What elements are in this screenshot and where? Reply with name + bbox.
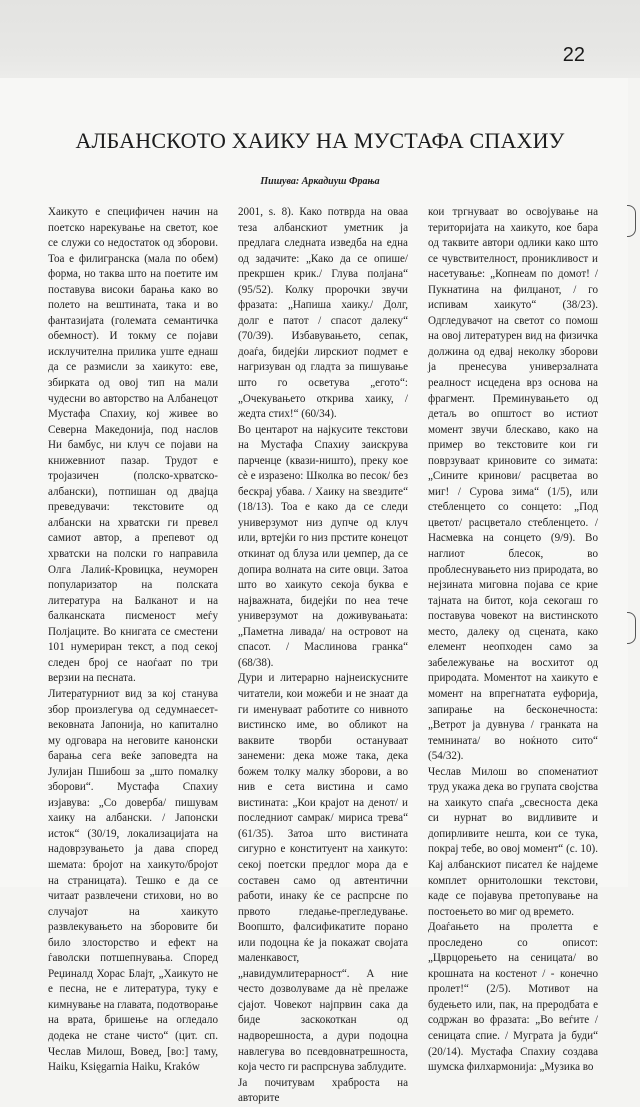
paragraph: кои тргнуваат во освојување на територијата на хаикуто, кое бара од таквите автори одлики како што се чувствителност, проникливост и насетување: „Копнеам по домот! / Пукнатина на филџанот, / го испивам хаикуто“ (38/23). Одгледувачот на светот со помош на овој литературен вид на физичка должина од едвај неколку зборови ја пренесува универзалната реалност исцедена врз основа на фрагмент. Преминувањето од детаљ во општост во истиот момент звучи блескаво, како на пример во текстовите кои ги поврзуваат криновите со зимата: „Сините кринови/ расцветаа во миг! / Сурова зима“ (1/5), или стебленцето со сонцето: „Под цветот/ расцветало стебленцето. / Насмевка на сонцето (9/9). Во наглиот блесок, во проблеснувањето низ природата, во нејзината миговна појава се крие тајната на битот, која секогаш го поставува човекот на вистинското место, далеку од сцената, како елемент неопходен само за забележување на восхитот од природата. Моментот на хаикуто е момент на впрегнатата еуфорија, запирање на бесконечноста: „Ветрот ја дувнува / гранката на темнината/ во ноќното сито“ (54/32).	[428, 206, 598, 763]
scan-header-band	[0, 0, 640, 78]
paragraph: Хаикуто е специфичен начин на поетско нарекување на светот, кое се служи со недостаток од зборови. Тоа е филигранска (мала по обем) форма, но таква што на поетите им поставува високи барања како во полето на вештината, така и во фантазијата (големата семантичка обемност). И токму се појави исклучителна прилика уште еднаш да се размисли за хаикуто: еве, збирката од овој тип на мали чудесни во авторство на Албанецот Мустафа Спахиу, кој живее во Северна Македонија, под наслов Ни бамбус, ни клуч се појави на книжевниот пазар. Трудот е тројазичен (полско-хрватско-албански), потпишан од двајца преведувачи: текстовите од албански на хрватски ги превел самиот автор, а препевот од хрватски на полски го направила Олга Лалиќ-Кровицка, неуморен популаризатор на полската литература на Балканот и на балканската писменост меѓу Полјаците. Во книгата се сместени 101 нумериран текст, а под секој следен број се наоѓаат по три верзии на песната.	[48, 206, 218, 685]
article-body	[48, 205, 600, 1107]
binding-ring-icon	[627, 612, 636, 644]
paragraph: 2001, s. 8). Како потврда на оваа теза албанскиот уметник ја предлага следната изведба на една од задачите: „Како да се опише/ прекршен крик./ Глува полјана“ (95/52). Колку пророчки звучи фразата: „Напиша хаику./ Долг, долг е патот / спасот далеку“ (70/39). Избавувањето, сепак, доаѓа, бидејќи лирскиот подмет е нагризуван од гладта за пишување што го осветува „егото“: „Очекувањето открива хаику, / жедта стих!“ (60/34).	[238, 206, 408, 421]
text-column-2	[238, 205, 408, 1107]
paragraph: Литературниот вид за кој станува збор произлегува од седумнаесет-вековната Јапонија, но капитално му одговара на неговите канонски барања сега веќе заповедта на Јулијан Пшибош за „што помалку зборови“. Мустафа Спахиу изјавува: „Со доверба/ пишувам хаику на албански. / Јапонски исток“ (30/19, локализацијата на надоврзувањето ја дава според шемата: бројот на хаикуто/бројот на страницата). Тешко е да се читаат развлечени стихови, но во случајот на хаикуто развлекувањето на зборовите би било злосторство и ефект на ѓаволски потшепнувања. Според Реџиналд Хорас Блајт, „Хаикуто не е песна, не е литература, туку е кимнување на главата, подотворање на врата, бришење на огледало додека не стане чисто“ (цит. сп. Чеслав Милош, Вовед, [во:] таму, Haiku, Księgarnia Haiku, Kraków	[48, 687, 219, 1074]
paragraph: Ја почитувам храброста на авторите	[238, 1076, 408, 1105]
paragraph: Доаѓањето на пролетта е проследено со описот: „Цврцорењето на сеницата/ во крошната на костенот / - конечно пролет!“ (2/5). Мотивот на будењето или, пак, на преродбата е содржан во фразата: „Во веѓите / сеницата спие. / Мугрaта ја буди“ (20/14). Мустафа Спахиу создава шумска филхармонија: „Музика во	[428, 921, 598, 1074]
text-column-3	[428, 205, 598, 1107]
text-column-1	[48, 205, 218, 1107]
article-title: АЛБАНСКОТО ХАИКУ НА МУСТАФА СПАХИУ	[75, 128, 565, 153]
paragraph: Во центарот на најкусите текстови на Мустафа Спахиу заискрува парченце (квази-ништо), преку кое сѐ е изразено: Школка во песок/ без бескрај убава. / Хаику на ѕвездите“ (18/13). Тоа е како да се следи универзумот низ дупче од клуч или, вртејќи го низ прстите конецот откинат од блуза или џемпер, да се допира волната на сите овци. Затоа што во хаикуто секоја буква е најважната, бидејќи по неа тече универзумот на доживувањата: „Паметна ливада/ на островот на спасот. / Маслинова гранка“ (68/38).	[238, 423, 408, 669]
paragraph: Чеслав Милош во споменатиот труд укажа дека во групата својства на хаикуто спаѓа „свесноста дека си нурнат во видливите и допирливите нешта, кои се тука, покрај тебе, во овој момент“ (с. 10). Кај албанскиот писател ќе најдеме комплет орнитолошки текстови, каде се појавува претопување на постоењето во миг од времето.	[428, 765, 598, 918]
page-number: 22	[562, 44, 585, 66]
binding-ring-icon	[627, 205, 636, 237]
paragraph: Дури и литерарно најнеискусните читатели, кои можеби и не знаат да ги именуваат работите со нивното вистинско име, во обликот на ваквите творби остануваат занемени: дека може така, дека божем толку малку зборови, а во нив е сета вистина и само вистината: „Кои крајот на денот/ и последниот самрак/ мириса трева“ (61/35). Затоа што вистината сигурно е конституент на хаикуто: секој поетски предлог мора да е составен само од автентични работи, инаку ќе се распрсне по првото гледање-прегледување. Воопшто, фалсификатите порано или подоцна ќе ја покажат својата маленкавост, „навидумлитерарност“. А ние често дозволуваме да нѐ прелаже сјајот. Човекот најпрвин сака да биде заскокоткан од надворешноста, а дури подоцна навлегува во псевдовнатрешноста, која често ги распрснува заблудите.	[238, 672, 408, 1074]
article-byline: Пишува: Аркадиуш Фрања	[260, 176, 380, 187]
